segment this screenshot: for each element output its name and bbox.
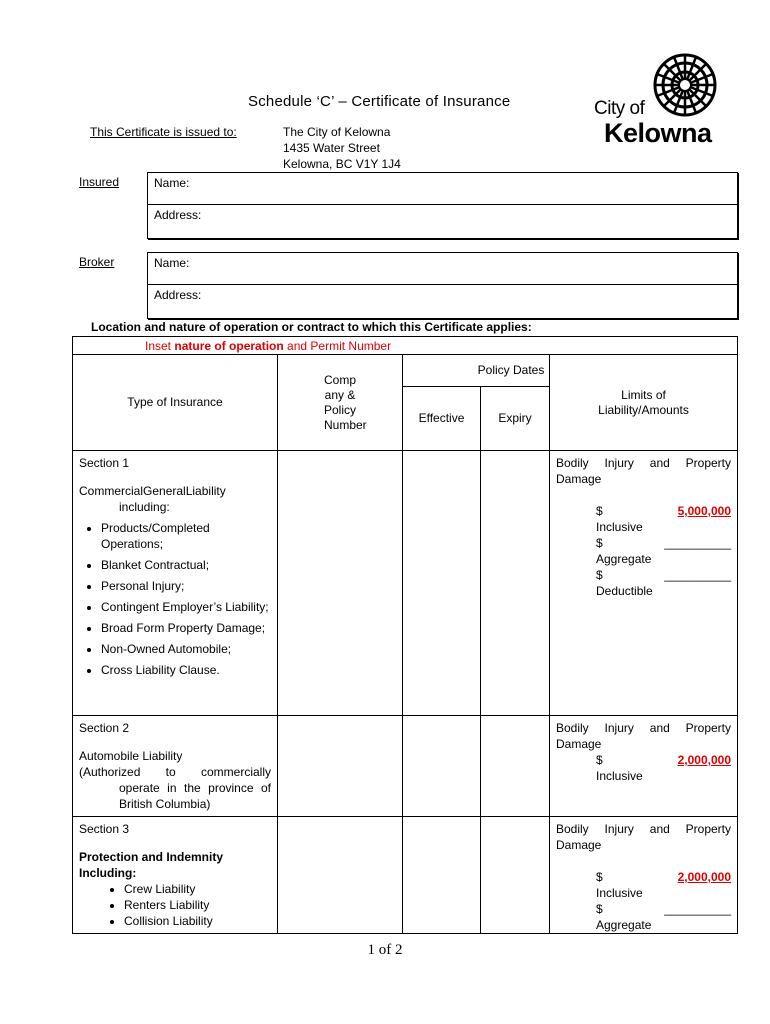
section-2-note: (Authorized to commercially operate in the province of British Columbia) bbox=[79, 765, 271, 811]
table-row-section-3 bbox=[73, 817, 738, 934]
insured-box[interactable] bbox=[147, 172, 738, 239]
header-type-of-insurance: Type of Insurance bbox=[73, 355, 278, 451]
insurance-table bbox=[72, 336, 738, 934]
section-1-effective-cell[interactable] bbox=[403, 451, 481, 716]
inset-bold: nature of operation bbox=[174, 338, 284, 353]
list-item: • Blanket Contractual; bbox=[101, 557, 271, 573]
insured-divider bbox=[148, 204, 737, 205]
section-2-inclusive: Inclusive bbox=[596, 769, 643, 783]
section-3-company-cell[interactable] bbox=[278, 817, 403, 934]
section-3-amount[interactable]: 2,000,000 bbox=[677, 870, 732, 884]
section-3-aggregate-blank[interactable]: __________ bbox=[664, 902, 732, 916]
section-1-type bbox=[73, 451, 278, 716]
section-3-limits bbox=[550, 817, 738, 934]
broker-label: Broker bbox=[79, 255, 115, 269]
list-item: • Renters Liability bbox=[124, 897, 271, 913]
page-number: 1 of 2 bbox=[367, 942, 403, 958]
section-2-expiry-cell[interactable] bbox=[481, 716, 550, 817]
issued-address-line-2: 1435 Water Street bbox=[283, 141, 380, 155]
section-1-limits bbox=[550, 451, 738, 716]
section-3-inclusive: Inclusive bbox=[596, 886, 643, 900]
broker-divider bbox=[148, 284, 737, 285]
insured-name-label: Name: bbox=[154, 176, 190, 190]
list-item: • Cross Liability Clause. bbox=[101, 662, 271, 678]
broker-box[interactable] bbox=[147, 252, 738, 319]
section-2-limits-head: Bodily Injury and Property Damage bbox=[556, 721, 732, 751]
header-expiry: Expiry bbox=[481, 387, 550, 451]
section-1-aggregate: Aggregate bbox=[596, 552, 652, 566]
section-2-effective-cell[interactable] bbox=[403, 716, 481, 817]
table-row-section-1 bbox=[73, 451, 738, 716]
section-1-title: Section 1 bbox=[79, 456, 130, 470]
section-3-expiry-cell[interactable] bbox=[481, 817, 550, 934]
table-row-section-2 bbox=[73, 716, 738, 817]
section-2-type bbox=[73, 716, 278, 817]
insured-label: Insured bbox=[79, 175, 120, 189]
section-1-subtitle-line-1: CommercialGeneralLiability bbox=[79, 484, 226, 498]
kelowna-emblem-icon bbox=[652, 52, 718, 118]
issued-address-line-3: Kelowna, BC V1Y 1J4 bbox=[283, 157, 401, 171]
section-1-company-cell[interactable] bbox=[278, 451, 403, 716]
header-effective: Effective bbox=[403, 387, 481, 451]
section-1-deductible-blank[interactable]: __________ bbox=[664, 568, 732, 582]
list-item: • Crew Liability bbox=[124, 881, 271, 897]
broker-name-label: Name: bbox=[154, 256, 190, 270]
list-item: • Contingent Employer’s Liability; bbox=[101, 599, 271, 615]
header-company-policy-number: Comp any & Policy Number bbox=[278, 355, 403, 451]
insured-address-label: Address: bbox=[154, 208, 202, 222]
section-3-title: Section 3 bbox=[79, 822, 130, 836]
document-title: Schedule ‘C’ – Certificate of Insurance bbox=[248, 93, 511, 110]
section-2-amount[interactable]: 2,000,000 bbox=[677, 753, 732, 767]
list-item: • Non-Owned Automobile; bbox=[101, 641, 271, 657]
section-1-aggregate-blank[interactable]: __________ bbox=[664, 536, 732, 550]
section-3-subtitle: Protection and Indemnity Including: bbox=[79, 850, 224, 880]
section-1-amount[interactable]: 5,000,000 bbox=[677, 504, 732, 518]
section-1-limits-head: Bodily Injury and Property Damage bbox=[556, 456, 732, 486]
issued-to-label: This Certificate is issued to: bbox=[90, 125, 237, 139]
section-3-aggregate: Aggregate bbox=[596, 918, 652, 932]
section-2-company-cell[interactable] bbox=[278, 716, 403, 817]
section-3-type bbox=[73, 817, 278, 934]
section-3-limits-head: Bodily Injury and Property Damage bbox=[556, 822, 732, 852]
dollar-sign: $ bbox=[596, 870, 603, 884]
broker-address-label: Address: bbox=[154, 288, 202, 302]
inset-operation-field[interactable] bbox=[73, 337, 738, 355]
issued-address-line-1: The City of Kelowna bbox=[283, 125, 391, 139]
section-1-inclusive: Inclusive bbox=[596, 520, 643, 534]
inset-suffix: and Permit Number bbox=[283, 338, 392, 353]
section-1-expiry-cell[interactable] bbox=[481, 451, 550, 716]
section-1-subtitle-line-2: including: bbox=[119, 500, 170, 514]
logo-city-of: City of bbox=[594, 98, 645, 119]
city-of-kelowna-logo bbox=[594, 52, 724, 152]
logo-kelowna: Kelowna bbox=[604, 118, 712, 148]
list-item: • Collision Liability bbox=[124, 913, 271, 929]
location-label: Location and nature of operation or contract to which this Certificate applies: bbox=[91, 320, 532, 334]
dollar-sign: $ bbox=[596, 753, 603, 767]
inset-prefix: Inset bbox=[145, 338, 175, 353]
dollar-sign: $ bbox=[596, 536, 603, 550]
list-item: • Personal Injury; bbox=[101, 578, 271, 594]
header-limits: Limits of Liability/Amounts bbox=[550, 355, 738, 451]
list-item: • Products/Completed Operations; bbox=[101, 520, 271, 552]
dollar-sign: $ bbox=[596, 568, 603, 582]
section-3-effective-cell[interactable] bbox=[403, 817, 481, 934]
header-policy-dates: Policy Dates bbox=[403, 355, 550, 387]
list-item: • Broad Form Property Damage; bbox=[101, 620, 271, 636]
dollar-sign: $ bbox=[596, 504, 603, 518]
section-2-title: Section 2 bbox=[79, 721, 130, 735]
dollar-sign: $ bbox=[596, 902, 603, 916]
section-1-deductible: Deductible bbox=[596, 584, 653, 598]
section-2-subtitle: Automobile Liability bbox=[79, 749, 183, 763]
section-2-limits bbox=[550, 716, 738, 817]
